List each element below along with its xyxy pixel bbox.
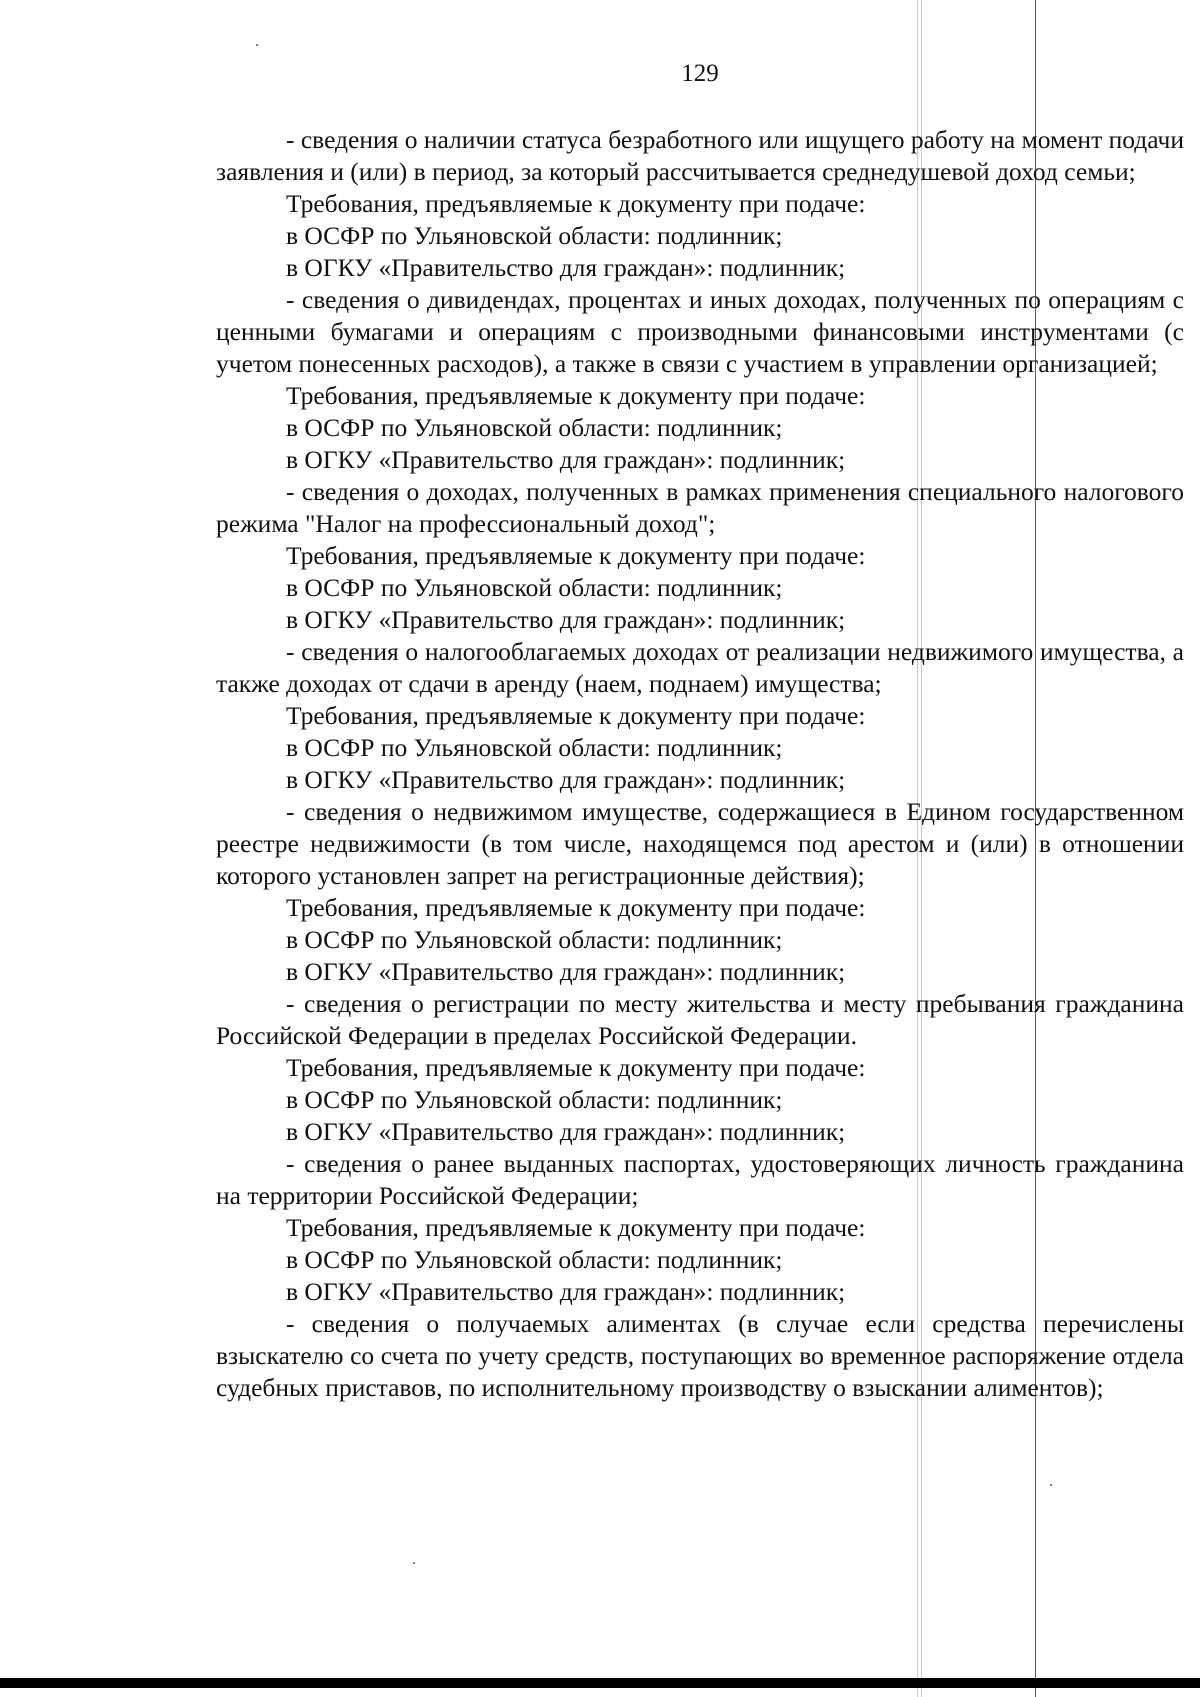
page-bottom-border	[0, 1678, 1200, 1688]
scan-speck	[1050, 1484, 1052, 1486]
list-item-paragraph: - сведения о наличии статуса безработного или ищущего работу на момент подачи заявления и (или) в период, за который рассчитывается среднедушевой доход семьи;	[216, 125, 1185, 186]
requirement-line: в ОГКУ «Правительство для граждан»: подлинник;	[286, 1277, 846, 1306]
requirement-line: Требования, предъявляемые к документу при подаче:	[286, 893, 866, 922]
document-body	[216, 124, 1184, 1404]
requirement-line: Требования, предъявляемые к документу при подаче:	[286, 1213, 866, 1242]
requirement-line: Требования, предъявляемые к документу при подаче:	[286, 381, 866, 410]
requirement-line: в ОГКУ «Правительство для граждан»: подлинник;	[286, 253, 846, 282]
requirement-line: в ОСФР по Ульяновской области: подлинник;	[286, 925, 783, 954]
list-item-paragraph: - сведения о получаемых алиментах (в случае если средства перечислены взыскателю со счета по учету средств, поступающих во временное распоряжение отдела судебных приставов, по исполнительному производству о взыскании алиментов);	[216, 1309, 1184, 1402]
requirement-line: Требования, предъявляемые к документу при подаче:	[286, 541, 866, 570]
list-item-paragraph: - сведения о недвижимом имуществе, содержащиеся в Едином государственном реестре недвижимости (в том числе, находящемся под арестом и (или) в отношении которого установлен запрет на регистрационные действия);	[216, 797, 1184, 890]
scan-speck	[256, 44, 258, 46]
requirement-line: в ОГКУ «Правительство для граждан»: подлинник;	[286, 605, 846, 634]
list-item-paragraph: - сведения о налогооблагаемых доходах от реализации недвижимого имущества, а также доходах от сдачи в аренду (наем, поднаем) имущества;	[216, 637, 1184, 698]
requirement-line: в ОСФР по Ульяновской области: подлинник;	[286, 221, 783, 250]
requirement-line: в ОГКУ «Правительство для граждан»: подлинник;	[286, 445, 846, 474]
requirement-line: в ОГКУ «Правительство для граждан»: подлинник;	[286, 1117, 846, 1146]
scan-speck	[413, 1562, 415, 1564]
page-number: 129	[681, 60, 719, 87]
requirement-line: в ОГКУ «Правительство для граждан»: подлинник;	[286, 765, 846, 794]
requirement-line: Требования, предъявляемые к документу при подаче:	[286, 189, 866, 218]
requirement-line: в ОГКУ «Правительство для граждан»: подлинник;	[286, 957, 846, 986]
requirement-line: в ОСФР по Ульяновской области: подлинник;	[286, 1245, 783, 1274]
requirement-line: в ОСФР по Ульяновской области: подлинник;	[286, 413, 783, 442]
list-item-paragraph: - сведения о дивидендах, процентах и иных доходах, полученных по операциям с ценными бумагами и операциям с производными финансовыми инструментами (с учетом понесенных расходов), а также в связи с участием в управлении организацией;	[216, 285, 1184, 378]
requirement-line: в ОСФР по Ульяновской области: подлинник;	[286, 733, 783, 762]
requirement-line: в ОСФР по Ульяновской области: подлинник;	[286, 573, 783, 602]
list-item-paragraph: - сведения о доходах, полученных в рамках применения специального налогового режима "Налог на профессиональный доход";	[216, 477, 1184, 538]
requirement-line: в ОСФР по Ульяновской области: подлинник;	[286, 1085, 783, 1114]
requirement-line: Требования, предъявляемые к документу при подаче:	[286, 1053, 866, 1082]
list-item-paragraph: - сведения о ранее выданных паспортах, удостоверяющих личность гражданина на территории Российской Федерации;	[216, 1149, 1184, 1210]
requirement-line: Требования, предъявляемые к документу при подаче:	[286, 701, 866, 730]
list-item-paragraph: - сведения о регистрации по месту жительства и месту пребывания гражданина Российской Федерации в пределах Российской Федерации.	[216, 989, 1184, 1050]
